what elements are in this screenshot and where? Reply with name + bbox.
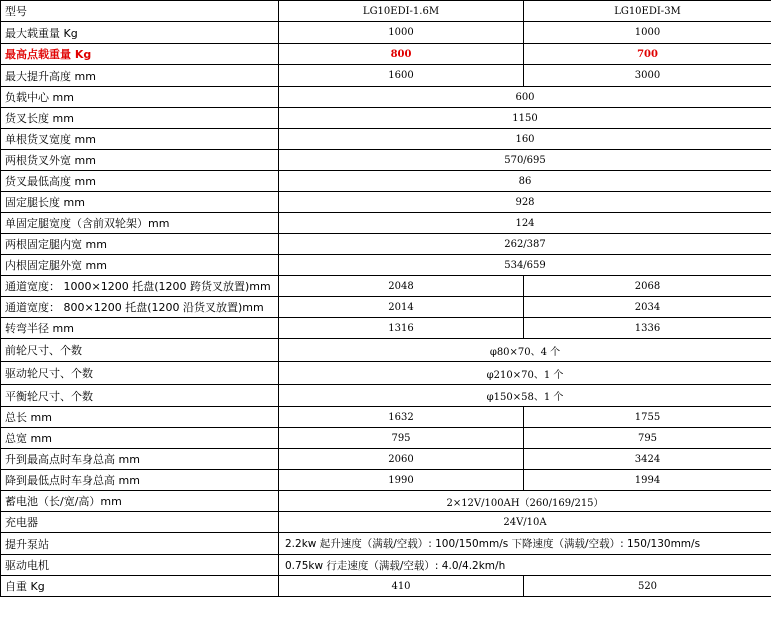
spec-value-shared: 160 (279, 129, 771, 150)
spec-row (1, 276, 771, 297)
spec-label: 前轮尺寸、个数 (1, 339, 279, 362)
spec-value-shared: 570/695 (279, 150, 771, 171)
spec-row (1, 470, 771, 491)
spec-label: 两根固定腿内宽 mm (1, 234, 279, 255)
spec-value-shared: 262/387 (279, 234, 771, 255)
spec-value-model-2: 1755 (524, 407, 771, 428)
spec-label: 两根货叉外宽 mm (1, 150, 279, 171)
spec-label: 充电器 (1, 512, 279, 533)
spec-value-shared: 534/659 (279, 255, 771, 276)
spec-label: 驱动轮尺寸、个数 (1, 362, 279, 385)
spec-value-model-1: 2048 (279, 276, 524, 297)
spec-row (1, 339, 771, 362)
spec-row (1, 255, 771, 276)
spec-row (1, 192, 771, 213)
header-model-2: LG10EDⅠ-3M (524, 1, 771, 22)
spec-value-model-2: 1000 (524, 22, 771, 44)
spec-label: 总宽 mm (1, 428, 279, 449)
spec-value-model-1: 410 (279, 576, 524, 597)
spec-row (1, 65, 771, 87)
spec-value-model-1: 1600 (279, 65, 524, 87)
spec-value-model-2: 1994 (524, 470, 771, 491)
spec-value-shared: 1150 (279, 108, 771, 129)
spec-value-model-1: 800 (279, 44, 524, 65)
spec-row (1, 555, 771, 576)
spec-value-model-2: 2068 (524, 276, 771, 297)
spec-label: 内根固定腿外宽 mm (1, 255, 279, 276)
spec-value-model-2: 3424 (524, 449, 771, 470)
spec-row (1, 44, 771, 65)
spec-label: 提升泵站 (1, 533, 279, 555)
spec-row (1, 533, 771, 555)
spec-value-model-1: 2014 (279, 297, 524, 318)
spec-row (1, 150, 771, 171)
spec-value-shared: 124 (279, 213, 771, 234)
spec-row (1, 234, 771, 255)
spec-label: 货叉最低高度 mm (1, 171, 279, 192)
spec-row (1, 362, 771, 385)
spec-label: 货叉长度 mm (1, 108, 279, 129)
spec-value-shared: φ80×70、4 个 (279, 339, 771, 362)
spec-label: 平衡轮尺寸、个数 (1, 385, 279, 407)
spec-value-model-1: 795 (279, 428, 524, 449)
spec-row (1, 449, 771, 470)
spec-label: 最大载重量 Kg (1, 22, 279, 44)
spec-label: 最大提升高度 mm (1, 65, 279, 87)
spec-value-model-2: 520 (524, 576, 771, 597)
spec-label: 单固定腿宽度（含前双轮架）mm (1, 213, 279, 234)
header-row (1, 1, 771, 22)
spec-row (1, 22, 771, 44)
spec-value-model-1: 1316 (279, 318, 524, 339)
spec-row (1, 491, 771, 512)
spec-row (1, 428, 771, 449)
spec-value-model-1: 1632 (279, 407, 524, 428)
spec-value-model-2: 2034 (524, 297, 771, 318)
spec-value-model-2: 1336 (524, 318, 771, 339)
spec-value-model-2: 700 (524, 44, 771, 65)
spec-value-shared: 2.2kw 起升速度（满载/空载）: 100/150mm/s 下降速度（满载/空载）: 150/130mm/s (279, 533, 771, 555)
spec-value-shared: 2×12V/100AH（260/169/215） (279, 491, 771, 512)
spec-label: 负载中心 mm (1, 87, 279, 108)
spec-row (1, 407, 771, 428)
spec-label: 自重 Kg (1, 576, 279, 597)
header-model-label: 型号 (1, 1, 279, 22)
spec-label: 固定腿长度 mm (1, 192, 279, 213)
spec-value-shared: 0.75kw 行走速度（满载/空载）: 4.0/4.2km/h (279, 555, 771, 576)
spec-value-shared: 86 (279, 171, 771, 192)
spec-value-model-1: 1990 (279, 470, 524, 491)
spec-value-model-1: 1000 (279, 22, 524, 44)
spec-label: 升到最高点时车身总高 mm (1, 449, 279, 470)
spec-label: 降到最低点时车身总高 mm (1, 470, 279, 491)
spec-row (1, 576, 771, 597)
spec-label: 单根货叉宽度 mm (1, 129, 279, 150)
spec-row (1, 297, 771, 318)
spec-value-model-1: 2060 (279, 449, 524, 470)
spec-row (1, 129, 771, 150)
spec-value-model-2: 795 (524, 428, 771, 449)
spec-value-shared: φ150×58、1 个 (279, 385, 771, 407)
spec-value-shared: 928 (279, 192, 771, 213)
spec-value-shared: 24V/10A (279, 512, 771, 533)
spec-label: 通道宽度： 1000×1200 托盘(1200 跨货叉放置)mm (1, 276, 279, 297)
spec-label: 通道宽度： 800×1200 托盘(1200 沿货叉放置)mm (1, 297, 279, 318)
spec-label: 总长 mm (1, 407, 279, 428)
spec-row (1, 108, 771, 129)
spec-row (1, 318, 771, 339)
spec-label: 蓄电池（长/宽/高）mm (1, 491, 279, 512)
spec-label: 驱动电机 (1, 555, 279, 576)
spec-row (1, 87, 771, 108)
spec-label: 转弯半径 mm (1, 318, 279, 339)
spec-value-shared: 600 (279, 87, 771, 108)
spec-row (1, 385, 771, 407)
spec-row (1, 512, 771, 533)
spec-label: 最高点载重量 Kg (1, 44, 279, 65)
spec-value-model-2: 3000 (524, 65, 771, 87)
spec-row (1, 213, 771, 234)
spec-value-shared: φ210×70、1 个 (279, 362, 771, 385)
spec-row (1, 171, 771, 192)
header-model-1: LG10EDⅠ-1.6M (279, 1, 524, 22)
